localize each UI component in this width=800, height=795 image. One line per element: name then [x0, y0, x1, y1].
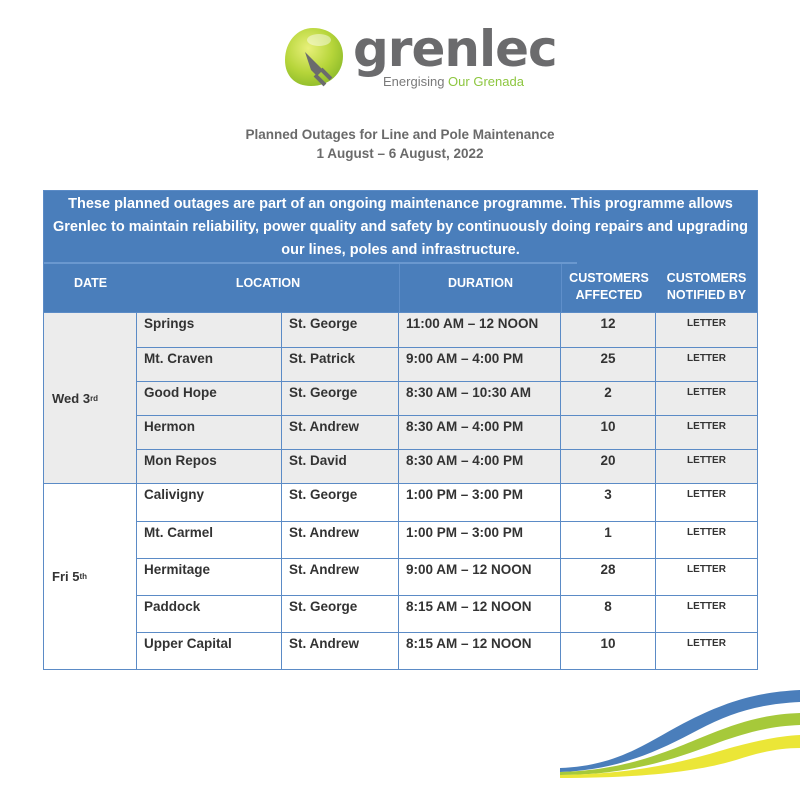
notified-cell: LETTER	[687, 353, 726, 364]
parish-cell: St. Andrew	[282, 633, 399, 669]
table-row	[137, 632, 757, 669]
tagline-prefix: Energising	[383, 74, 449, 89]
table-row	[137, 313, 757, 347]
table-header	[44, 264, 757, 312]
day-group-fri	[44, 483, 757, 669]
header-affected-line1: CUSTOMERS	[569, 271, 649, 285]
table-row	[137, 381, 757, 415]
affected-cell: 28	[561, 559, 656, 595]
parish-cell: St. Andrew	[282, 416, 399, 449]
date-cell	[44, 484, 137, 669]
location-cell: Springs	[137, 313, 282, 347]
affected-cell: 1	[561, 522, 656, 558]
duration-cell: 8:15 AM – 12 NOON	[399, 596, 561, 632]
parish-cell: St. George	[282, 484, 399, 521]
parish-cell: St. George	[282, 382, 399, 415]
location-cell: Paddock	[137, 596, 282, 632]
logo-tagline	[383, 74, 524, 89]
day-group-wed	[44, 312, 757, 483]
location-cell: Hermon	[137, 416, 282, 449]
date-day: Fri 5	[52, 569, 80, 584]
location-cell: Good Hope	[137, 382, 282, 415]
duration-cell: 8:30 AM – 10:30 AM	[399, 382, 561, 415]
notified-cell: LETTER	[687, 455, 726, 466]
notified-cell: LETTER	[687, 421, 726, 432]
duration-cell: 9:00 AM – 12 NOON	[399, 559, 561, 595]
leaf-plug-icon	[283, 26, 345, 90]
affected-cell: 20	[561, 450, 656, 483]
header-customers-notified	[656, 264, 757, 312]
affected-cell: 12	[561, 313, 656, 347]
date-day: Wed 3	[52, 390, 91, 406]
affected-cell: 3	[561, 484, 656, 521]
outage-table	[43, 190, 758, 670]
parish-cell: St. Patrick	[282, 348, 399, 381]
notified-cell: LETTER	[687, 527, 726, 538]
intro-banner: These planned outages are part of an ongoing maintenance programme. This programme allows Grenlec to maintain reliability, power quality and safety by continuously doing repairs and upgrading our lines, poles and infrastructure.	[44, 191, 757, 262]
notified-cell: LETTER	[687, 489, 726, 500]
date-suffix: rd	[90, 393, 99, 403]
duration-cell: 11:00 AM – 12 NOON	[399, 313, 561, 347]
page-title	[0, 125, 800, 163]
affected-cell: 2	[561, 382, 656, 415]
notified-cell: LETTER	[687, 638, 726, 649]
notified-cell: LETTER	[687, 318, 726, 329]
header-notified-line2: NOTIFIED BY	[666, 288, 747, 302]
notified-cell: LETTER	[687, 601, 726, 612]
header-notified-line1: CUSTOMERS	[666, 271, 747, 285]
affected-cell: 10	[561, 633, 656, 669]
header-customers-affected	[561, 264, 656, 312]
parish-cell: St. George	[282, 596, 399, 632]
table-row	[137, 484, 757, 521]
grenlec-logo	[283, 20, 557, 96]
logo-wordmark: grenlec	[353, 20, 557, 78]
header-location: LOCATION	[235, 276, 301, 290]
title-line-1: Planned Outages for Line and Pole Maintenance	[245, 127, 555, 142]
duration-cell: 8:15 AM – 12 NOON	[399, 633, 561, 669]
table-row	[137, 521, 757, 558]
location-cell: Mon Repos	[137, 450, 282, 483]
duration-cell: 9:00 AM – 4:00 PM	[399, 348, 561, 381]
duration-cell: 8:30 AM – 4:00 PM	[399, 450, 561, 483]
location-cell: Calivigny	[137, 484, 282, 521]
title-line-2: 1 August – 6 August, 2022	[316, 146, 484, 161]
notified-cell: LETTER	[687, 387, 726, 398]
location-cell: Upper Capital	[137, 633, 282, 669]
table-row	[137, 347, 757, 381]
duration-cell: 1:00 PM – 3:00 PM	[399, 484, 561, 521]
location-cell: Hermitage	[137, 559, 282, 595]
parish-cell: St. David	[282, 450, 399, 483]
parish-cell: St. Andrew	[282, 522, 399, 558]
affected-cell: 25	[561, 348, 656, 381]
affected-cell: 8	[561, 596, 656, 632]
location-cell: Mt. Carmel	[137, 522, 282, 558]
parish-cell: St. George	[282, 313, 399, 347]
notified-cell: LETTER	[687, 564, 726, 575]
header-affected-line2: AFFECTED	[575, 288, 643, 302]
decorative-swoosh	[560, 680, 800, 795]
table-row	[137, 415, 757, 449]
table-row	[137, 595, 757, 632]
tagline-highlight: Our Grenada	[448, 74, 524, 89]
table-row	[137, 558, 757, 595]
header-duration: DURATION	[399, 264, 561, 312]
affected-cell: 10	[561, 416, 656, 449]
duration-cell: 8:30 AM – 4:00 PM	[399, 416, 561, 449]
duration-cell: 1:00 PM – 3:00 PM	[399, 522, 561, 558]
date-suffix: th	[79, 572, 88, 581]
parish-cell: St. Andrew	[282, 559, 399, 595]
header-date: DATE	[73, 276, 108, 290]
table-row	[137, 449, 757, 483]
location-cell: Mt. Craven	[137, 348, 282, 381]
date-cell	[44, 313, 137, 483]
